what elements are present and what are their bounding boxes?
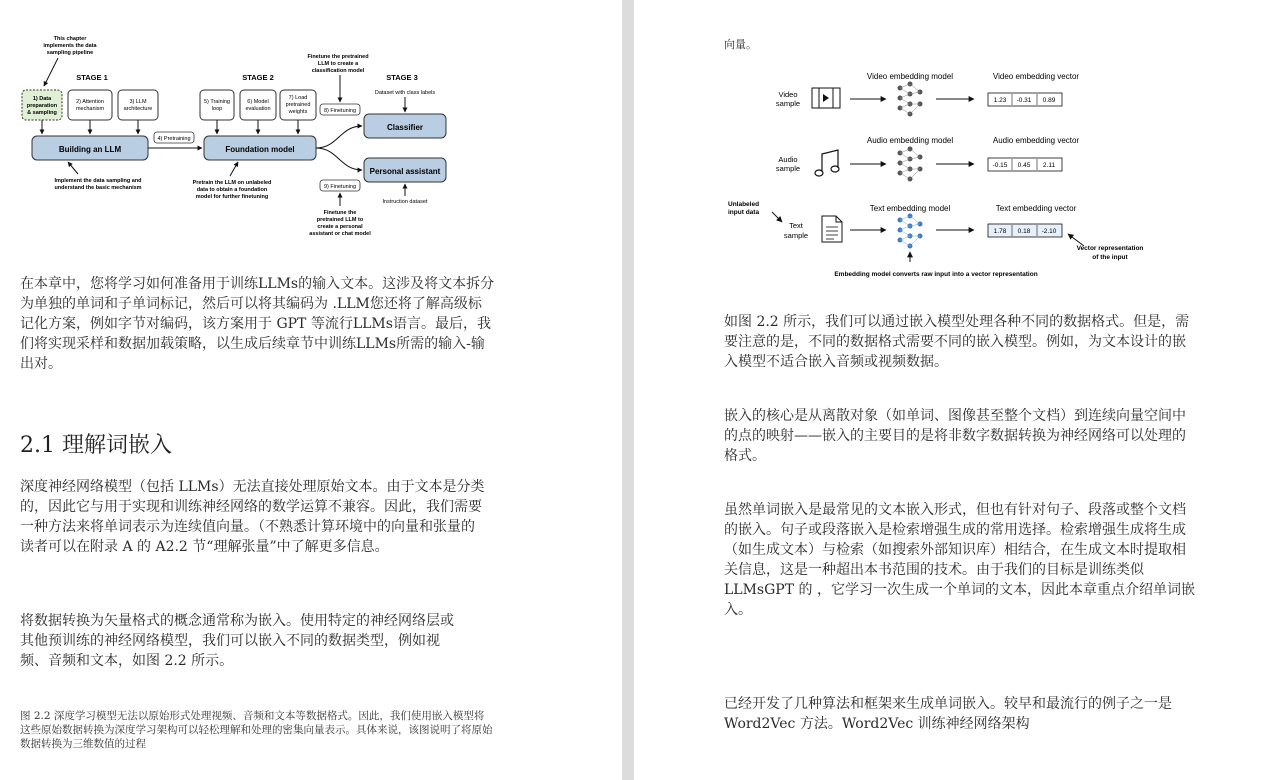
note-b1-line1: Implement the data sampling and (54, 178, 142, 184)
box3-line1: 3) LLM (129, 99, 147, 105)
note-b2-line1: Pretrain the LLM on unlabeled (192, 180, 272, 186)
audio-val-0: -0.15 (992, 162, 1008, 169)
embedding-diagram (726, 66, 1166, 284)
classifier-label: Classifier (386, 123, 424, 132)
video-network-icon (898, 82, 923, 117)
note-b2-line2: data to obtain a foundation (196, 187, 268, 193)
box7-line1: 7) Load (288, 95, 308, 101)
box6-line1: 6) Model (247, 99, 269, 105)
box1-line3: & sampling (27, 110, 57, 116)
stage2-label: STAGE 2 (242, 73, 274, 82)
vector-rep-line1: Vector representation (1076, 245, 1144, 252)
assistant-label: Personal assistant (369, 167, 441, 176)
box-attention (68, 90, 112, 120)
llm-stages-diagram (18, 30, 458, 248)
note-ft-line3: classification model (311, 68, 365, 74)
stage1-label: STAGE 1 (76, 73, 108, 82)
stage3-label: STAGE 3 (386, 73, 418, 82)
instruction-dataset-text: Instruction dataset (382, 199, 428, 205)
video-val-1: -0.31 (1016, 97, 1032, 104)
finetune8-label: 8) Finetuning (323, 108, 357, 114)
audio-network-icon (898, 147, 923, 182)
note-top-line2: implements the data (43, 43, 97, 49)
box1-line2: preparation (26, 103, 58, 109)
right-paragraph-2: 嵌入的核心是从离散对象（如单词、图像甚至整个文档）到连续向量空间中 的点的映射——嵌入的主要目的是将非数字数据转换为神经网络可以处理的 格式。 (724, 408, 1186, 464)
left-paragraph-1: 在本章中，您将学习如何准备用于训练LLMs的输入文本。这涉及将文本拆分 为单独的单词和子单词标记，然后可以将其编码为 .LLM您还将了解高级标 记化方案，例如字节对编码，该方案用于 GPT 等流行LLMs语言。最后，我 们将实现采样和数据加载策略，以生成后续章节中训练LLMs所需的输入-输 出对。 (20, 276, 495, 372)
note-ft-line2: LLM to create a (317, 61, 359, 67)
left-page (0, 0, 622, 780)
foundation-model-label: Foundation model (225, 145, 295, 154)
video-model-title: Video embedding model (866, 72, 954, 81)
note-b2-line3: model for further finetuning (195, 194, 269, 200)
video-val-2: 0.89 (1042, 97, 1056, 104)
music-note-icon (815, 150, 839, 176)
building-llm-label: Building an LLM (58, 145, 122, 154)
text-model-title: Text embedding model (869, 204, 951, 213)
section-heading: 2.1 理解词嵌入 (20, 433, 172, 458)
finetune9-label: 9) Finetuning (323, 184, 357, 190)
right-paragraph-3: 虽然单词嵌入是最常见的文本嵌入形式，但也有针对句子、段落或整个文档 的嵌入。句子或段落嵌入是检索增强生成的常用选择。检索增强生成将生成 （如生成文本）与检索（如搜索外部知识库）相结合，在生成文本时提取相 关信息，这是一种超出本书范围的技术。由于我们的目标是训练类似 LLMsGPT 的 ，它学习一次生成一个单词的文本，因此本章重点介绍单词嵌 入。 (724, 502, 1195, 618)
note-b3-line1: Finetune the (323, 210, 357, 216)
audio-vector-title: Audio embedding vector (992, 136, 1080, 145)
note-b3-line2: pretrained LLM to (316, 217, 364, 223)
box-model-evaluation (240, 90, 276, 120)
left-paragraph-3: 将数据转换为矢量格式的概念通常称为嵌入。使用特定的神经网络层或 其他预训练的神经网络模型，我们可以嵌入不同的数据类型，例如视 频、音频和文本，如图 2.2 所示。 (20, 613, 454, 669)
note-b1-line2: understand the basic mechanism (54, 185, 142, 191)
box-llm-architecture (118, 90, 158, 120)
box2-line2: mechanism (75, 106, 105, 112)
figure-caption: 图 2.2 深度学习模型无法以原始形式处理视频、音频和文本等数据格式。因此，我们使用嵌入模型将 这些原始数据转换为深度学习架构可以轻松理解和处理的密集向量表示。具体来说，该图说明了将原始 数据转换为三维数值的过程 (20, 710, 493, 750)
document-icon (822, 216, 842, 242)
note-b3-line3: create a personal (317, 224, 363, 230)
box3-line2: architecture (123, 106, 153, 112)
note-ft-line1: Finetune the pretrained (307, 54, 369, 60)
audio-val-1: 0.45 (1017, 162, 1031, 169)
audio-sample-line2: sample (775, 164, 801, 173)
box5-line1: 5) Training (204, 99, 230, 105)
note-top-line3: sampling pipeline (46, 50, 94, 56)
text-val-2: -2.10 (1041, 228, 1057, 235)
video-vector-title: Video embedding vector (992, 72, 1080, 81)
box2-line1: 2) Attention (76, 99, 104, 105)
text-sample-line2: sample (783, 231, 809, 240)
box7-line2: pretrained (285, 102, 311, 108)
text-val-1: 0.18 (1017, 228, 1031, 235)
page-gutter (622, 0, 634, 780)
text-network-icon (898, 214, 923, 249)
video-icon (812, 88, 840, 108)
box6-line2: evaluation (245, 106, 271, 112)
box7-line3: weights (288, 109, 308, 115)
box5-line2: loop (211, 106, 223, 112)
dataset-labels-text: Dataset with class labels (374, 90, 436, 96)
vector-rep-line2: of the input (1092, 254, 1128, 261)
pretraining-label: 4) Pretraining (157, 136, 191, 142)
audio-model-title: Audio embedding model (866, 136, 954, 145)
video-sample-line2: sample (775, 99, 801, 108)
note-top-line1: This chapter (53, 36, 87, 42)
right-paragraph-4: 已经开发了几种算法和框架来生成单词嵌入。较早和最流行的例子之一是 Word2Vec 方法。Word2Vec 训练神经网络架构 (724, 696, 1172, 732)
right-top-text: 向量。 (724, 38, 757, 51)
right-page (634, 0, 1280, 780)
text-sample-line1: Text (789, 221, 803, 230)
unlabeled-line2: input data (728, 209, 760, 216)
note-b3-line4: assistant or chat model (309, 231, 371, 237)
video-sample-line1: Video (778, 90, 798, 99)
text-vector-title: Text embedding vector (995, 204, 1077, 213)
left-paragraph-2: 深度神经网络模型（包括 LLMs）无法直接处理原始文本。由于文本是分类 的，因此它与用于实现和训练神经网络的数学运算不兼容。因此，我们需要 一种方法来将单词表示为连续值向量。（不熟悉计算环境中的向量和张量的 读者可以在附录 A 的 A2.2 节“理解张量”中了解更多信息。 (20, 479, 485, 555)
audio-sample-line1: Audio (778, 155, 798, 164)
video-val-0: 1.23 (993, 97, 1007, 104)
text-val-0: 1.78 (993, 228, 1007, 235)
audio-val-2: 2.11 (1042, 162, 1056, 169)
embedding-bottom-note: Embedding model converts raw input into a vector representation (834, 271, 1038, 278)
box1-line1: 1) Data (32, 96, 52, 102)
box-training-loop (200, 90, 234, 120)
right-paragraph-1: 如图 2.2 所示，我们可以通过嵌入模型处理各种不同的数据格式。但是，需 要注意的是，不同的数据格式需要不同的嵌入模型。例如，为文本设计的嵌 入模型不适合嵌入音频或视频数据。 (724, 314, 1190, 370)
unlabeled-line1: Unlabeled (728, 201, 760, 208)
